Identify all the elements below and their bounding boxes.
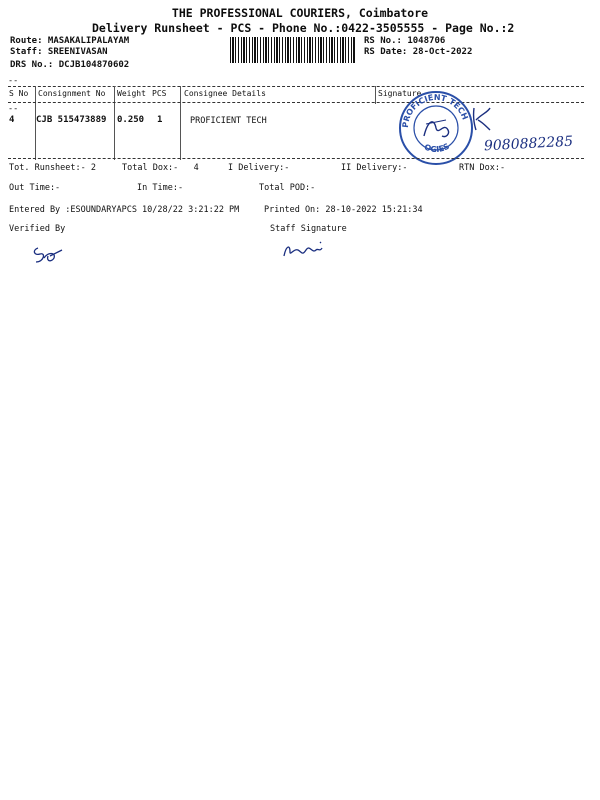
verifier-signature-icon	[30, 244, 64, 266]
staff-label: Staff: SREENIVASAN	[10, 47, 108, 57]
dots-marker: --	[8, 104, 19, 114]
staff-signature-label: Staff Signature	[270, 224, 347, 234]
column-divider	[180, 104, 181, 160]
column-divider	[114, 104, 115, 160]
handwritten-phone: 9080882285	[483, 133, 574, 155]
col-header-consignment: Consignment No	[38, 89, 106, 98]
row-weight: 0.250	[117, 115, 145, 125]
total-runsheet: Tot. Runsheet:- 2	[9, 163, 96, 173]
row-pcs: 1	[157, 115, 163, 125]
rs-number: RS No.: 1048706	[364, 36, 446, 46]
table-header-divider	[8, 102, 584, 103]
out-time: Out Time:-	[9, 183, 61, 193]
row-consignee: PROFICIENT TECH	[190, 116, 267, 126]
printed-on: Printed On: 28-10-2022 15:21:34	[264, 205, 423, 215]
page-title: THE PROFESSIONAL COURIERS, Coimbatore	[171, 6, 429, 20]
table-bottom-divider	[8, 158, 584, 159]
column-divider	[35, 104, 36, 160]
in-time: In Time:-	[137, 183, 184, 193]
second-delivery: II Delivery:-	[341, 163, 408, 173]
runsheet-subtitle: Delivery Runsheet - PCS - Phone No.:0422-3505555 - Page No.:2	[92, 21, 515, 35]
row-sno: 4	[9, 115, 15, 125]
route-label: Route: MASAKALIPALAYAM	[10, 36, 130, 46]
total-pod: Total POD:-	[259, 183, 316, 193]
barcode-image	[230, 37, 355, 63]
row-consignment: CJB 515473889	[36, 115, 107, 125]
company-stamp-icon	[398, 90, 474, 166]
receiver-signature-icon	[470, 106, 494, 132]
svg-text:OGIES: OGIES	[422, 141, 451, 155]
table-top-divider	[8, 86, 584, 87]
verified-by-label: Verified By	[9, 224, 66, 234]
entered-by: Entered By :ESOUNDARYAPCS 10/28/22 3:21:22 PM	[9, 205, 240, 215]
rs-date: RS Date: 28-Oct-2022	[364, 47, 473, 57]
svg-text:PROFICIENT TECH: PROFICIENT TECH	[400, 92, 470, 129]
staff-signature-icon	[280, 238, 330, 260]
dots-marker: --	[8, 76, 19, 86]
col-header-pcs: PCS	[152, 89, 167, 98]
rtn-dox: RTN Dox:-	[459, 163, 506, 173]
col-header-consignee: Consignee Details	[184, 89, 266, 98]
col-header-weight: Weight	[117, 89, 146, 98]
col-header-sno: S No	[9, 89, 29, 98]
first-delivery: I Delivery:-	[228, 163, 290, 173]
total-dox: Total Dox:- 4	[122, 163, 199, 173]
col-header-signature: Signature	[378, 89, 422, 98]
drs-number: DRS No.: DCJB104870602	[10, 60, 130, 70]
